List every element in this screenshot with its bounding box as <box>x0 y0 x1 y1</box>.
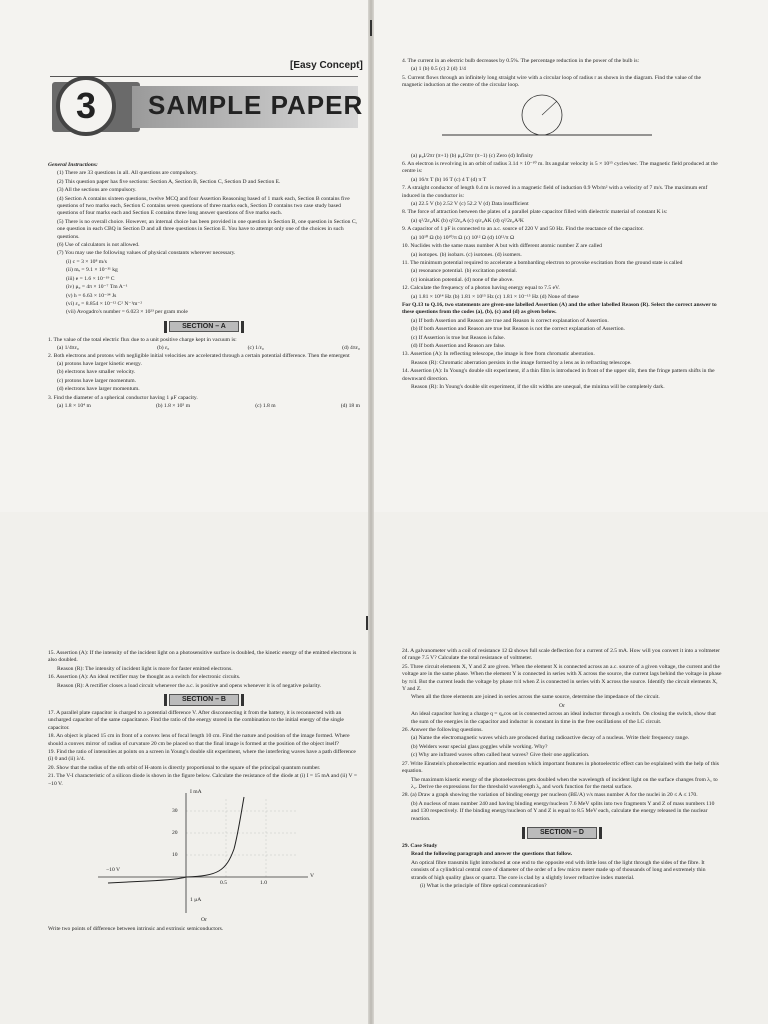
reason-15: Reason (R): The intensity of incident light is more for faster emitted electrons. <box>57 665 233 672</box>
constant-item: (v) h = 6.63 × 10⁻³⁴ Js <box>66 292 117 299</box>
chapter-number: 3 <box>56 76 116 136</box>
case-study-question-i: (i) What is the principle of fibre optical communication? <box>420 882 547 889</box>
reason-16: Reason (R): A rectifier closes a load circuit whenever the a.c. is positive and opens whenever it is of negative polarity. <box>57 682 322 689</box>
question-15: 15. Assertion (A): If the intensity of the incident light on a photosensitive surface is doubled, the kinetic energy of the emitted electrons is also doubled. <box>48 650 357 664</box>
option: (d) electrons have larger momentum. <box>57 386 140 393</box>
constant-item: (iv) μ₀ = 4π × 10⁻⁷ Tm A⁻¹ <box>66 284 128 291</box>
option: (c) protons have larger momentum. <box>57 377 136 384</box>
question-9: 9. A capacitor of 1 pF is connected to an a.c. source of 220 V and 50 Hz. Find the reactance of the capacitor. <box>402 226 644 233</box>
question-17: 17. A parallel plate capacitor is charged to a potential difference V. After disconnecting it from the battery, it is reconnected with an uncharged capacitor of the same capacitance. Find the ratio of the energy stored in the combination to the initial energy of the single capacitor. <box>48 710 344 731</box>
code-d: (d) If both Assertion and Reason are false. <box>411 342 506 349</box>
option: (b) electrons have smaller velocity. <box>57 369 136 376</box>
constant-item: (i) c = 3 × 10⁸ m/s <box>66 258 107 265</box>
question-13: 13. Assertion (A): In reflecting telescope, the image is free from chromatic aberration. <box>402 351 595 358</box>
question-29: 29. Case Study <box>402 842 438 849</box>
section-d-heading: SECTION – D <box>402 827 722 839</box>
question-1: 1. The value of the total electric flux due to a unit positive charge kept in vacuum is: <box>48 336 237 343</box>
question-26: 26. Answer the following questions. <box>402 727 483 734</box>
constant-item: (iii) e = 1.6 × 10⁻¹⁹ C <box>66 275 115 282</box>
right-column <box>402 58 722 392</box>
loop-wire-figure <box>402 91 722 153</box>
question-5: 5. Current flows through an infinitely long straight wire with a circular loop of radius r as shown in the diagram. Find the value of the magnetic induction at the centre of the circular loop. <box>402 74 702 89</box>
question-25-part: When all the three elements are joined in series across the same source, determine the impedance of the circuit. <box>411 694 660 701</box>
question-27: 27. Write Einstein's photoelectric equation and mention which important features in photoelectric effect can be explained with the help of this equation. <box>402 760 719 775</box>
instruction-item: (5) There is no overall choice. However, an internal choice has been provided in one question in Section B, one question in Section C, one question in each CBQ in Section D and all three questions in Section E. You have to attempt only one of the choices in such questions. <box>57 218 357 240</box>
diode-characteristic-svg <box>48 789 360 917</box>
constant-item: (vi) ε₀ = 8.854 × 10⁻¹² C² N⁻¹m⁻² <box>66 300 143 307</box>
code-c: (c) If Assertion is true but Reason is false. <box>411 334 505 341</box>
page-title: SAMPLE PAPER <box>148 90 364 120</box>
page-spine <box>368 0 374 512</box>
section-a-heading: SECTION – A <box>48 321 360 333</box>
instruction-item: (7) You may use the following values of physical constants wherever necessary. <box>57 250 236 257</box>
question-21: 21. The V-I characteristic of a silicon diode is shown in the figure below. Calculate the resistance of the diode at (i) I = 15 mA and (ii) V = −10 V. <box>48 773 358 787</box>
question-28-b: (b) A nucleus of mass number 240 and having binding energy/nucleon 7.6 MeV splits into two fragments Y and Z of mass numbers 110 and 130 respectively. If the binding energy/nucleon of Y and Z is equal to 8.5 MeV each, calculate the energy released in the nuclear reaction. <box>411 800 715 822</box>
y-tick: 20 <box>172 830 178 837</box>
question-25: 25. Three circuit elements X, Y and Z are given. When the element X is connected across an a.c. source of a given voltage, the current and the voltage are in the same phase. When the element Y is connected in series with X across the source, the current lags behind the voltage in phase by π/4. But the current leads the voltage by phase π/4 when Z is connected in series with X across the source. Identify the circuit elements X, Y and Z. <box>402 663 722 693</box>
x-negative-label: −10 V <box>106 867 121 874</box>
crop-mark <box>366 616 368 630</box>
easy-concept-tag: [Easy Concept] <box>290 60 363 71</box>
options: (a) 1 (b) 0.5 (c) 2 (d) 1/4 <box>411 66 466 73</box>
instruction-item: (6) Use of calculators is not allowed. <box>57 242 140 249</box>
question-12: 12. Calculate the frequency of a photon having energy equal to 7.5 eV. <box>402 285 560 292</box>
y-tick: 10 <box>172 852 178 859</box>
question-7: 7. A straight conductor of length 0.4 m is moved in a magnetic field of induction 0.9 Wb/m² with a velocity of 7 m/s. The maximum emf induced in the conductor is: <box>402 185 708 199</box>
circular-loop-diagram <box>402 91 722 153</box>
question-3: 3. Find the diameter of a spherical conductor having 1 μF capacity. <box>48 394 198 401</box>
option: (a) protons have larger kinetic energy. <box>57 360 142 367</box>
instruction-item: (3) All the sections are compulsory. <box>57 187 137 194</box>
question-4: 4. The current in an electric bulb decreases by 0.5%. The percentage reduction in the power of the bulb is: <box>402 58 640 64</box>
alt-question-21: Write two points of difference between intrinsic and extrinsic semiconductors. <box>48 925 224 932</box>
reason-13: Reason (R): Chromatic aberration persists in the image formed by a lens as in refracting telescope. <box>411 359 632 366</box>
question-11: 11. The minimum potential required to accelerate a bombarding electron to provoke excitation from the ground state is called <box>402 259 683 266</box>
options: (c) ionisation potential. (d) none of the above. <box>411 276 514 283</box>
bottom-left-column <box>48 650 360 934</box>
bottom-right-column <box>402 648 722 891</box>
section-b-heading: SECTION – B <box>48 694 360 706</box>
options: (a) 1.81 × 10¹⁴ Hz (b) 1.81 × 10¹⁵ Hz (c) 1.81 × 10⁻¹⁵ Hz (d) None of these <box>411 293 579 300</box>
instruction-item: (4) Section A contains sixteen questions, twelve MCQ and four Assertion Reasoning based of 1 mark each, Section B contains five questions of two marks each, Section C contains seven questions of three marks each, Section D contains two case study based questions of four marks each and Section E contains three long answer questions of five marks each. <box>57 195 350 217</box>
y-axis-label: I mA <box>190 789 202 796</box>
or-label: Or <box>559 702 565 709</box>
question-24: 24. A galvanometer with a coil of resistance 12 Ω shows full scale deflection for a current of 2.5 mA. How will you convert it into a voltmeter of range 7.5 V? Calculate the total resistance of voltmeter. <box>402 648 720 662</box>
options: (a) 22.5 V (b) 2.52 V (c) 52.2 V (d) Data insufficient <box>411 201 529 208</box>
x-tick: 0.5 <box>220 880 227 887</box>
options: (a) 10¹⁰ Ω (b) 10¹⁰/π Ω (c) 10¹² Ω (d) 10¹²/π Ω <box>411 234 515 241</box>
alt-question-25: An ideal capacitor having a charge q = q₀cos ωt is connected across an ideal inductor through a switch. On closing the switch, show that the sum of the energies in the capacitor and inductor is constant in time in the free oscillations of the LC circuit. <box>411 711 716 725</box>
question-28-a: 28. (a) Draw a graph showing the variation of binding energy per nucleon (BE/A) v/s mass number A for the nuclei in 20 ≤ A ≤ 170. <box>402 792 698 799</box>
constant-item: (vii) Avogadro's number = 6.023 × 10²³ per gram mole <box>66 309 188 316</box>
question-2: 2. Both electrons and protons with negligible initial velocities are accelerated through a certain potential difference. Then the emergent <box>48 352 350 359</box>
question-27-part: The maximum kinetic energy of the photoelectrons gets doubled when the wavelength of incident light on the surface changes from λ₁ to λ₂. Derive the expressions for the threshold wavelength λ₀ and work function for the metal surface. <box>411 776 718 790</box>
reason-14: Reason (R): In Young's double slit experiment, if the slit widths are unequal, the minima will be completely dark. <box>411 384 665 390</box>
question-6: 6. An electron is revolving in an orbit of radius 3.14 × 10⁻¹⁰ m. Its angular velocity is 5 × 10¹⁵ cycles/sec. The magnetic field produced at the centre is: <box>402 161 718 175</box>
y-tick: 30 <box>172 808 178 815</box>
code-b: (b) If both Assertion and Reason are true but Reason is not the correct explanation of Assertion. <box>411 326 625 333</box>
question-20: 20. Show that the radius of the nth orbit of H-atom is directly proportional to the square of the principal quantum number. <box>48 764 321 771</box>
question-16: 16. Assertion (A): An ideal rectifier may be thought as a switch for electronic circuits. <box>48 674 241 681</box>
question-19: 19. Find the ratio of intensities at points on a screen in Young's double slit experiment, where the interfering waves have a path difference (i) 0 and (ii) λ/4. <box>48 749 356 763</box>
question-14: 14. Assertion (A): In Young's double slit experiment, if a thin film is introduced in front of the upper slit, then the fringe pattern shifts in the downward direction. <box>402 368 715 382</box>
left-column <box>48 162 360 410</box>
negative-current-label: 1 μA <box>190 897 202 904</box>
question-8: 8. The force of attraction between the plates of a parallel plate capacitor filled with dielectric material of constant K is: <box>402 209 668 216</box>
or-label: Or <box>201 917 207 924</box>
x-axis-label: V <box>310 873 315 880</box>
question-10: 10. Nuclides with the same mass number A but with different atomic number Z are called <box>402 243 602 250</box>
options: (a) q²/2ε₀AK (b) q²/2ε₀A (c) q/ε₀AK (d) q²/2ε₀A²K <box>411 217 524 224</box>
options: (a) resonance potential. (b) excitation potential. <box>411 268 518 275</box>
question-18: 18. An object is placed 15 cm in front of a convex lens of focal length 10 cm. Find the nature and position of the image formed. Where should a convex mirror of radius of curvature 20 cm be placed so that the final image is formed at the position of the object itself? <box>48 733 350 747</box>
options: (a) μ₀I/2πr (π+1) (b) μ₀I/2πr (π−1) (c) Zero (d) Infinity <box>411 152 534 159</box>
instructions-heading: General Instructions: <box>48 162 98 168</box>
options: (a) isotopes. (b) isobars. (c) isotones. (d) isomers. <box>411 251 522 258</box>
question-26-a: (a) Name the electromagnetic waves which are produced during radioactive decay of a nucleus. Write their frequency range. <box>411 735 690 742</box>
code-a: (a) If both Assertion and Reason are true and Reason is correct explanation of Assertion. <box>411 317 609 324</box>
case-study-paragraph: An optical fibre transmits light introduced at one end to the opposite end with little loss of the light through the sides of the fibre. It consists of a cylindrical central core of diameter of the order of a few micro meter made up of thousands of long and extremely thin strands of high quality glass or quartz. The core is clad by a slightly lower refractive index material. <box>411 859 706 881</box>
diode-vi-graph <box>48 789 360 917</box>
x-tick: 1.0 <box>260 880 267 887</box>
page-spine <box>368 512 374 1024</box>
instruction-item: (2) This question paper has five sections: Section A, Section B, Section C, Section D and Section E. <box>57 178 281 185</box>
question-1-options: (a) 1/4πε₀ (b) ε₀ (c) 1/ε₀ (d) 4πε₀ <box>57 345 360 352</box>
question-26-c: (c) Why are infrared waves often called heat waves? Give their one application. <box>411 752 590 759</box>
options: (a) 16/π T (b) 16 T (c) 4 T (d) π T <box>411 176 487 183</box>
instruction-item: (1) There are 33 questions in all. All questions are compulsory. <box>57 170 198 177</box>
assertion-instructions: For Q.13 to Q.16, two statements are given-one labelled Assertion (A) and the other labelled Reason (R). Select the correct answer to these questions from the codes (a), (b), (c) and (d) as given below. <box>402 301 717 316</box>
crop-mark <box>370 20 372 36</box>
bottom-page <box>0 512 768 1024</box>
question-3-options: (a) 1.8 × 10⁴ m (b) 1.8 × 10⁵ m (c) 1.8 m (d) 18 m <box>57 402 360 409</box>
question-26-b: (b) Welders wear special glass goggles while working. Why? <box>411 743 548 750</box>
constant-item: (ii) mₑ = 9.1 × 10⁻³¹ kg <box>66 267 118 274</box>
case-study-instruction: Read the following paragraph and answer the questions that follow. <box>411 851 573 858</box>
